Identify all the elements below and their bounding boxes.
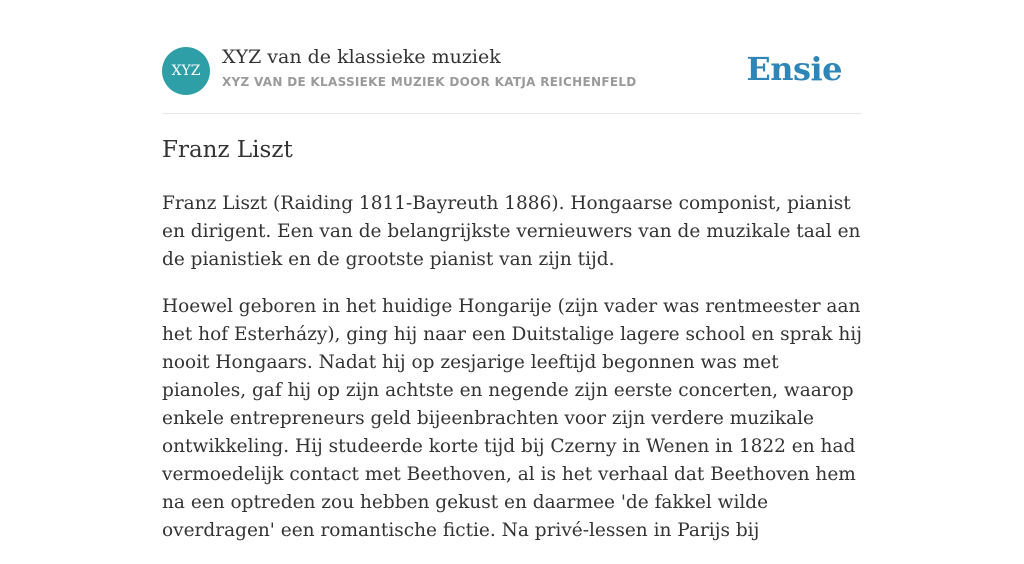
article-paragraph: Hoewel geboren in het huidige Hongarije (zijn vader was rentmeester aan het hof Esterházy), ging hij naar een Duitstalige lagere school en sprak hij nooit Hongaars. Nadat hij op zesjarige leeftijd begonnen was met pianoles, gaf hij op zijn achtste en negende zijn eerste concerten, waarop enkele entrepreneurs geld bijeenbrachten voor zijn verdere muzikale ontwikkeling. Hij studeerde korte tijd bij Czerny in Wenen in 1822 en had vermoedelijk contact met Beethoven, al is het verhaal dat Beethoven hem na een optreden zou hebben gekust en daarmee 'de fakkel wilde overdragen' een romantische fictie. Na privé-lessen in Parijs bij	[162, 296, 862, 541]
article-title: Franz Liszt	[162, 137, 293, 163]
book-logo-badge[interactable]: XYZ	[162, 47, 210, 95]
header	[162, 0, 862, 114]
article-body	[162, 190, 862, 564]
article-paragraph: Franz Liszt (Raiding 1811-Bayreuth 1886). Hongaarse componist, pianist en dirigent. Een van de belangrijkste vernieuwers van de muzikale taal en de pianistiek en de grootste pianist van zijn tijd.	[162, 193, 861, 270]
ensie-brand-logo[interactable]: Ensie	[746, 50, 842, 88]
book-subtitle: XYZ VAN DE KLASSIEKE MUZIEK DOOR KATJA REICHENFELD	[222, 75, 637, 89]
page-container	[162, 0, 862, 541]
book-title[interactable]: XYZ van de klassieke muziek	[222, 46, 501, 68]
